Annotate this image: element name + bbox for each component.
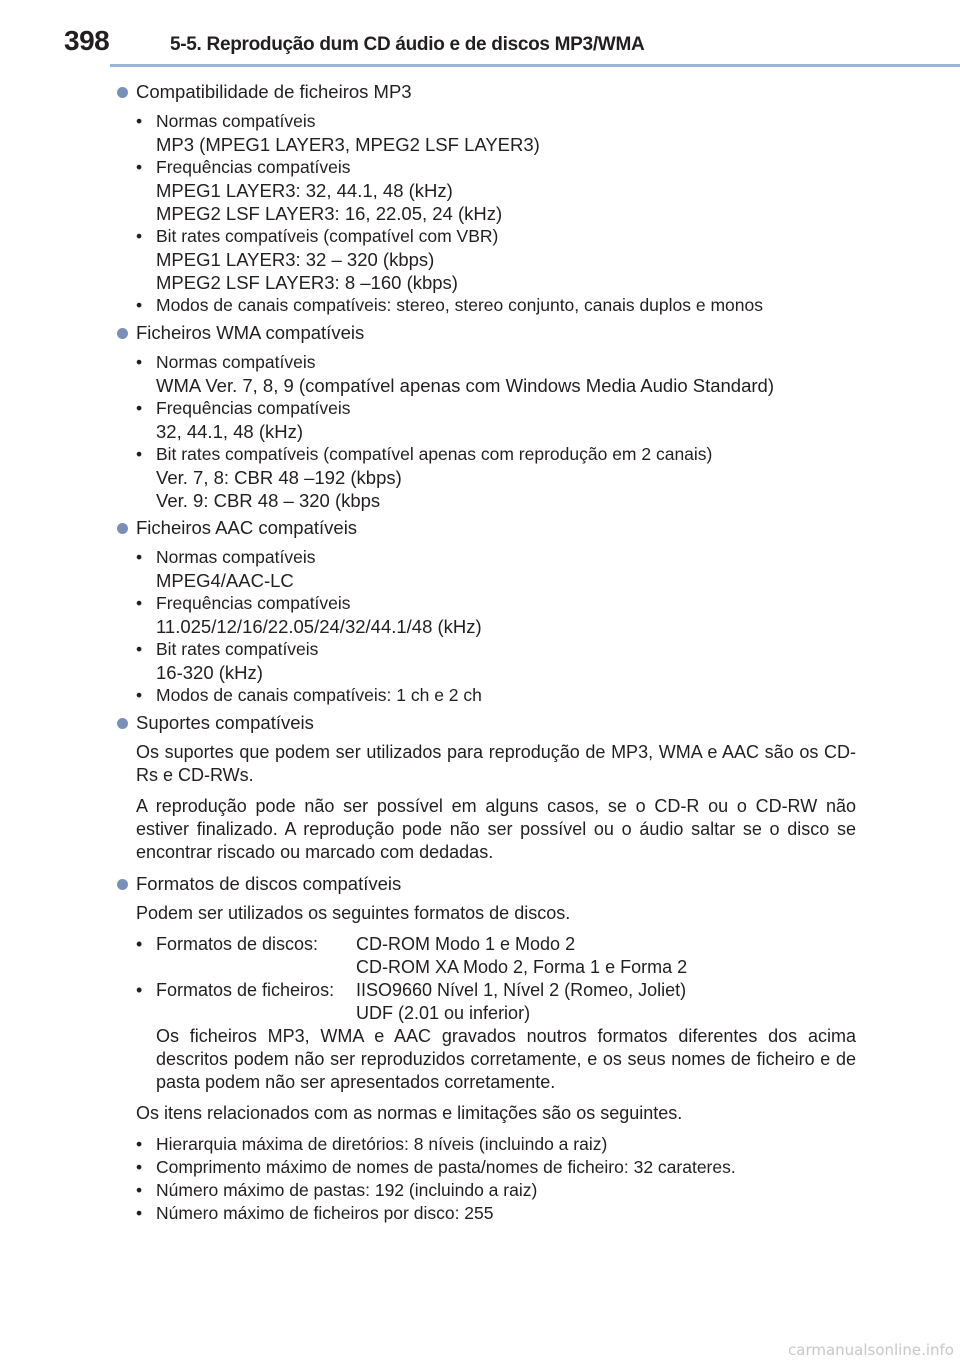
section-heading: Ficheiros AAC compatíveis	[0, 516, 960, 540]
list-item: • Hierarquia máxima de diretórios: 8 níveis (incluindo a raiz)	[136, 1134, 608, 1154]
section-aac	[0, 516, 960, 707]
list-item-value: 32, 44.1, 48 (kHz)	[156, 421, 304, 442]
section-mp3	[0, 80, 960, 317]
list-item: • Normas compatíveis	[136, 352, 316, 372]
page-content	[0, 80, 960, 1225]
paragraph: Podem ser utilizados os seguintes formatos de discos.	[136, 903, 571, 923]
list-item-value: WMA Ver. 7, 8, 9 (compatível apenas com Windows Media Audio Standard)	[156, 375, 774, 396]
chapter-title: 5-5. Reprodução dum CD áudio e de discos MP3/WMA	[170, 34, 645, 55]
section-heading: Formatos de discos compatíveis	[0, 872, 960, 896]
list-item: • Formatos de ficheiros: IISO9660 Nível 1, Nível 2 (Romeo, Joliet) UDF (2.01 ou inferior)	[136, 980, 687, 1023]
paragraph: Os ficheiros MP3, WMA e AAC gravados noutros formatos diferentes dos acima descritos podem não ser reproduzidos corretamente, e os seus nomes de ficheiro e de pasta podem não ser apresentados corretamente.	[156, 1026, 856, 1092]
list-item-value: MPEG2 LSF LAYER3: 8 –160 (kbps)	[156, 272, 458, 293]
list-item-value: Ver. 7, 8: CBR 48 –192 (kbps)	[156, 467, 402, 488]
paragraph: Os suportes que podem ser utilizados para reprodução de MP3, WMA e AAC são os CD-Rs e CD-RWs.	[136, 742, 856, 785]
section-bullet-icon	[117, 328, 128, 339]
watermark: carmanualsonline.info	[788, 1341, 954, 1359]
section-bullet-icon	[117, 523, 128, 534]
section-heading: Suportes compatíveis	[0, 711, 960, 735]
page-header	[0, 0, 960, 66]
list-item: • Comprimento máximo de nomes de pasta/nomes de ficheiro: 32 carateres.	[136, 1157, 736, 1177]
list-item: • Normas compatíveis	[136, 547, 316, 567]
list-item-value: MPEG2 LSF LAYER3: 16, 22.05, 24 (kHz)	[156, 203, 503, 224]
list-item: • Bit rates compatíveis	[136, 639, 319, 659]
list-item: • Número máximo de ficheiros por disco: 255	[136, 1203, 494, 1223]
list-item-value: MPEG1 LAYER3: 32, 44.1, 48 (kHz)	[156, 180, 453, 201]
paragraph: A reprodução pode não ser possível em alguns casos, se o CD-R ou o CD-RW não estiver finalizado. A reprodução pode não ser possível ou o áudio saltar se o disco se encontrar riscado ou marcado com dedadas.	[136, 796, 856, 862]
list-item: • Modos de canais compatíveis: 1 ch e 2 ch	[136, 685, 482, 705]
list-item-value: 11.025/12/16/22.05/24/32/44.1/48 (kHz)	[156, 616, 482, 637]
section-bullet-icon	[117, 718, 128, 729]
list-item: • Número máximo de pastas: 192 (incluindo a raiz)	[136, 1180, 538, 1200]
list-item: • Frequências compatíveis	[136, 398, 351, 418]
section-formats	[0, 872, 960, 1225]
section-bullet-icon	[117, 87, 128, 98]
list-item: • Normas compatíveis	[136, 111, 316, 131]
list-item: • Modos de canais compatíveis: stereo, stereo conjunto, canais duplos e monos	[136, 295, 764, 315]
page-number: 398	[64, 25, 110, 56]
list-item: • Bit rates compatíveis (compatível apenas com reprodução em 2 canais)	[136, 444, 713, 464]
list-item-value: 16-320 (kHz)	[156, 662, 263, 683]
header-rule	[110, 64, 960, 67]
section-heading: Compatibilidade de ficheiros MP3	[0, 80, 960, 104]
list-item: • Bit rates compatíveis (compatível com VBR)	[136, 226, 499, 246]
list-item: • Formatos de discos: CD-ROM Modo 1 e Modo 2 CD-ROM XA Modo 2, Forma 1 e Forma 2	[136, 934, 688, 977]
paragraph: Os itens relacionados com as normas e limitações são os seguintes.	[136, 1103, 683, 1123]
list-item-value: MPEG4/AAC-LC	[156, 570, 294, 591]
list-item-value: Ver. 9: CBR 48 – 320 (kbps	[156, 490, 381, 511]
list-item: • Frequências compatíveis	[136, 157, 351, 177]
section-wma	[0, 321, 960, 512]
section-heading: Ficheiros WMA compatíveis	[0, 321, 960, 345]
list-item: • Frequências compatíveis	[136, 593, 351, 613]
section-media	[0, 711, 960, 864]
list-item-value: MP3 (MPEG1 LAYER3, MPEG2 LSF LAYER3)	[156, 134, 540, 155]
list-item-value: MPEG1 LAYER3: 32 – 320 (kbps)	[156, 249, 435, 270]
section-bullet-icon	[117, 879, 128, 890]
